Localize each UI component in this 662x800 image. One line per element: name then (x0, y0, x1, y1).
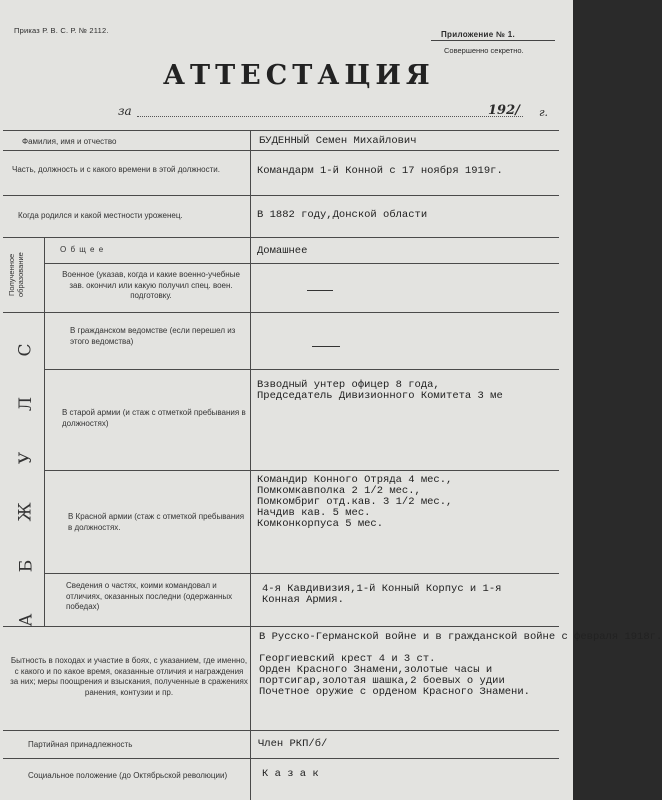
column-divider (250, 130, 251, 800)
row-divider (3, 312, 559, 313)
old-army-value: Взводный унтер офицер 8 года, Председатель Дивизионного Комитета 3 ме (257, 379, 503, 402)
group-divider (44, 237, 45, 312)
row-divider (44, 470, 559, 471)
row-divider (44, 263, 559, 264)
social-value: К а з а к (262, 768, 319, 780)
position-label: Часть, должность и с какого времени в этой должности. (12, 165, 220, 174)
social-label: Социальное положение (до Октябрьской революции) (28, 771, 228, 780)
table-top-border (3, 130, 559, 131)
row-divider (3, 237, 559, 238)
service-group-label: С Л У Ж Б А (15, 343, 36, 627)
education-group-label: Полученное образование (7, 252, 25, 298)
civil-service-label: В гражданском ведомстве (если перешел из этого ведомства) (70, 326, 236, 346)
birth-label: Когда родился и какой местности уроженец. (18, 211, 183, 220)
red-army-label: В Красной армии (стаж с отметкой пребывания в должностях. (68, 512, 245, 532)
row-divider (3, 730, 559, 731)
red-army-value: Командир Конного Отряда 4 мес., Помкомкавполка 2 1/2 мес., Помкомбриг отд.кав. 3 1/2 мес., Начдив кав. 5 мес. Комконкорпуса 5 мес. (257, 474, 453, 530)
campaigns-value: В Русско-Германской войне и в гражданской войне с февраля 1918г. Георгиевский крест 4 и 3 ст. Орден Красного Знамени,золотые часы и портсигар,золотая шашка,2 боевых о удии Почетное оружие с орденом Красного Знамени. (259, 631, 662, 698)
name-label: Фамилия, имя и отчество (22, 137, 117, 146)
military-education-dash (307, 290, 333, 291)
secret-label: Совершенно секретно. (444, 46, 524, 55)
row-divider (44, 573, 559, 574)
row-divider (3, 626, 559, 627)
general-education-value: Домашнее (257, 245, 308, 257)
period-year: 192/ (488, 103, 520, 118)
party-value: Член РКП/б/ (258, 738, 328, 750)
party-label: Партийная принадлежность (28, 740, 133, 749)
row-divider (3, 150, 559, 151)
row-divider (3, 758, 559, 759)
name-value: БУДЕННЫЙ Семен Михайлович (259, 135, 417, 147)
position-value: Командарм 1-й Конной с 17 ноября 1919г. (257, 165, 503, 177)
row-divider (3, 195, 559, 196)
order-reference: Приказ Р. В. С. Р. № 2112. (14, 26, 109, 35)
units-label: Сведения о частях, коими командовал и отличиях, оказанных последни (одержанных победах) (66, 581, 233, 611)
civil-service-dash (312, 346, 340, 347)
document-title: АТТЕСТАЦИЯ (163, 60, 435, 91)
period-line (137, 116, 523, 117)
birth-value: В 1882 году,Донской области (257, 209, 428, 221)
period-prefix: за (118, 104, 132, 118)
group-divider (44, 312, 45, 626)
units-value: 4-я Кавдивизия,1-й Конный Корпус и 1-я Конная Армия. (262, 583, 502, 606)
period-year-suffix: г. (539, 106, 549, 119)
appendix-label: Приложение № 1. (441, 30, 516, 39)
header-rule (431, 40, 555, 41)
row-divider (44, 369, 559, 370)
old-army-label: В старой армии (и стаж с отметкой пребывания в должностях) (62, 408, 246, 428)
campaigns-label: Бытность в походах и участие в боях, с указанием, где именно, с какого и по какое время, оказанные отличия и награждения за них; меры поощрения и взыскания, полученные в сражениях ранения, контузии и пр. (10, 656, 248, 697)
general-education-label: О б щ е е (60, 245, 105, 254)
military-education-label: Военное (указав, когда и какие военно-учебные зав. окончил или какую получил спец. воен. подготовку. (62, 270, 240, 300)
